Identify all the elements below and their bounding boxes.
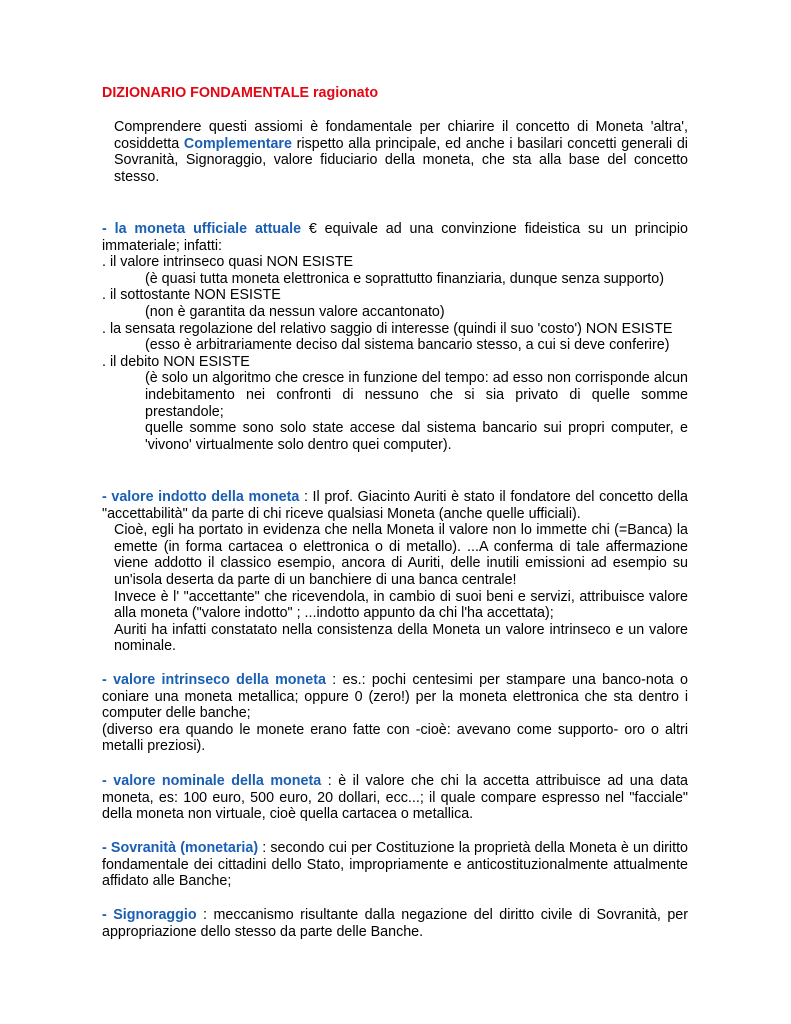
- term-valore-indotto: - valore indotto della moneta: [102, 489, 300, 505]
- intro-text-pre: Comprendere questi assiomi è fondamentale per chiarire il concetto di Moneta 'altra', cosiddetta: [114, 119, 688, 152]
- valore-nominale-text: : è il valore che chi la accetta attribuisce ad una data moneta, es: 100 euro, 500 euro, 20 dollari, ecc...; il quale compare espresso nel "facciale" della moneta non virtuale, cioè quella cartacea o metallica.: [102, 773, 688, 823]
- term-signoraggio: - Signoraggio: [102, 907, 197, 923]
- term-valore-intrinseco: - valore intrinseco della moneta: [102, 672, 326, 688]
- valore-intrinseco-p2: (diverso era quando le monete erano fatte con -cioè: avevano come supporto- oro o altri metalli preziosi).: [102, 721, 688, 755]
- list-item-note: quelle somme sono solo state accese dal sistema bancario sui propri computer, e 'vivono' virtualmente solo dentro quei computer).: [145, 420, 688, 453]
- intro-text-post: rispetto alla principale, ed anche i basilari concetti generali di Sovranità, Signoraggio, valore fiduciario della moneta, che sta alla base del concetto stesso.: [114, 135, 688, 185]
- valore-indotto-text: : Il prof. Giacinto Auriti è stato il fondatore del concetto della "accettabilità" da parte di chi riceve qualsiasi Moneta (anche quelle ufficiali).: [102, 489, 688, 522]
- term-sovranita: - Sovranità (monetaria): [102, 840, 259, 856]
- term-valore-nominale: - valore nominale della moneta: [102, 773, 322, 789]
- list-item: . il debito NON ESISTE: [102, 353, 250, 370]
- sovranita-text: : secondo cui per Costituzione la proprietà della Moneta è un diritto fondamentale dei cittadini dello Stato, impropriamente e anticostituzionalmente attualmente affidato alle Banche;: [102, 840, 688, 890]
- section-valore-indotto: [102, 489, 688, 655]
- term-complementare: Complementare: [183, 135, 292, 152]
- valore-indotto-p2: Cioè, egli ha portato in evidenza che nella Moneta il valore non lo immette chi (=Banca) la emette (in forma cartacea o elettronica o di metallo). ...A conferma di tale affermazione viene addotto il classico esempio, ancora di Auriti, delle inutili emissioni ad esempio su un'isola deserta da parte di un banchiere di una banca centrale!: [114, 522, 688, 588]
- section-sovranita: [102, 840, 688, 890]
- moneta-ufficiale-text: € equivale ad una convinzione fideistica su un principio immateriale; infatti:: [102, 221, 688, 254]
- list-item: . il sottostante NON ESISTE: [102, 287, 281, 304]
- term-moneta-ufficiale: - la moneta ufficiale attuale: [102, 221, 302, 237]
- list-item-note: (è solo un algoritmo che cresce in funzione del tempo: ad esso non corrisponde alcun indebitamento nei confronti di nessuno che si sia privato di quelle somme prestandole;: [145, 370, 688, 420]
- document-title: DIZIONARIO FONDAMENTALE ragionato: [102, 85, 379, 101]
- valore-indotto-p4: Auriti ha infatti constatato nella consistenza della Moneta un valore intrinseco e un valore nominale.: [114, 621, 688, 655]
- section-valore-nominale: [102, 773, 688, 823]
- list-item-note: (esso è arbitrariamente deciso dal sistema bancario stesso, a cui si deve conferire): [145, 337, 670, 354]
- list-item-note: (non è garantita da nessun valore accantonato): [145, 303, 445, 320]
- intro-paragraph: [102, 119, 688, 185]
- signoraggio-text: : meccanismo risultante dalla negazione del diritto civile di Sovranità, per appropriazione dello stesso da parte delle Banche.: [102, 907, 688, 940]
- list-item: . la sensata regolazione del relativo saggio di interesse (quindi il suo 'costo') NON ESISTE: [102, 320, 673, 337]
- list-item-note: (è quasi tutta moneta elettronica e soprattutto finanziaria, dunque senza supporto): [145, 270, 664, 287]
- valore-indotto-p3: Invece è l' "accettante" che ricevendola, in cambio di suoi beni e servizi, attribuisce valore alla moneta ("valore indotto" ; ...indotto appunto da chi l'ha accettata);: [114, 588, 688, 622]
- section-valore-intrinseco: [102, 672, 688, 755]
- valore-intrinseco-text: : es.: pochi centesimi per stampare una banco-nota o coniare una moneta metallica; oppure 0 (zero!) per la moneta elettronica che sta dentro i computer delle banche;: [102, 672, 688, 722]
- section-moneta-ufficiale: [102, 221, 688, 453]
- list-item: . il valore intrinseco quasi NON ESISTE: [102, 254, 354, 271]
- section-signoraggio: [102, 907, 688, 940]
